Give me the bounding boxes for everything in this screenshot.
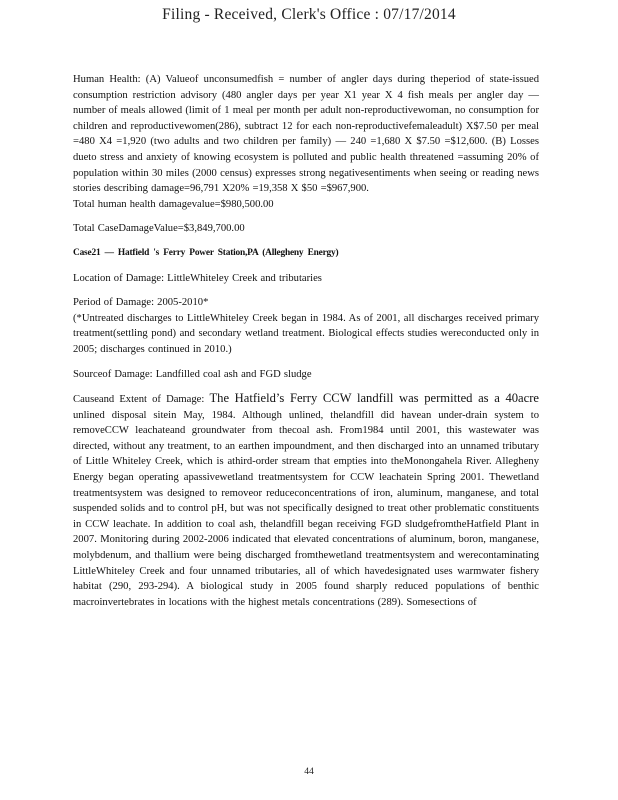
- page-number: 44: [304, 766, 314, 777]
- source-line: Sourceof Damage: Landfilled coal ash and FGD sludge: [73, 368, 312, 380]
- filing-stamp-header: Filing - Received, Clerk's Office : 07/17/2014: [162, 6, 456, 23]
- cause-lead-text: The Hatfield’s Ferry CCW landfill was permitted as a 40acre: [209, 391, 540, 406]
- total-case-damage-line: Total CaseDamageValue=$3,849,700.00: [73, 223, 245, 235]
- total-human-health-line: Total human health damagevalue=$980,500.00: [73, 198, 274, 210]
- period-note-paragraph: (*Untreated discharges to LittleWhiteley Creek began in 1984. As of 2001, all discharges received primary treatment(settling pond) and secondary wetland treatment. Biological effects studies wereconducted only in 2005; discharges continued in 2010.): [73, 312, 539, 355]
- location-line: Location of Damage: LittleWhiteley Creek and tributaries: [73, 272, 322, 284]
- document-body: [73, 72, 539, 610]
- cause-paragraph: [73, 391, 539, 610]
- case-heading: Case21 — Hatfield 's Ferry Power Station,PA (Allegheny Energy): [73, 247, 339, 258]
- cause-body-text: unlined disposal sitein May, 1984. Although unlined, thelandfill did havean under-drain system to removeCCW leachateand groundwater from thecoal ash. From1984 until 2001, this wastewater was directed, without any treatment, to an earthen impoundment, and then discharged into an unnamed tributary of Little Whiteley Creek, which is athird-order stream that empties into theMonongahela River. Allegheny Energy began operating apassivewetland treatmentsystem for CCW leachatein Spring 2001. Thewetland treatmentsystem was designed to removeor reduceconcentrations of iron, aluminum, manganese, and total suspended solids and to control pH, but was not specifically designed to treat other problematic constituents in CCW leachate. In addition to coal ash, thelandfill began receiving FGD sludgefromtheHatfield Plant in 2007. Monitoring during 2002-2006 indicated that elevated concentrations of aluminum, boron, manganese, molybdenum, and thallium were being discharged fromthewetland treatmentsystem and werecontaminating LittleWhiteley Creek and four unnamed tributaries, all of which havedesignated uses warmwater fishery habitat (290, 293-294). A biological study in 2005 found sharply reduced populations of benthic macroinvertebrates in locations with the highest metals concentrations (289). Somesections of: [73, 409, 539, 608]
- human-health-paragraph: Human Health: (A) Valueof unconsumedfish = number of angler days during theperiod of state-issued consumption restriction advisory (480 angler days per year X1 year X 4 fish meals per angler day — number of meals allowed (limit of 1 meal per month per adult non-reproductivewoman, no consumption for children and reproductivewomen(286), subtract 12 for each non-reproductivefemaleadult) X$7.50 per meal =480 X4 =1,920 (two adults and two children per family) — 240 =1,680 X $7.50 =$12,600. (B) Losses dueto stress and anxiety of knowing ecosystem is polluted and public health threatened =assuming 20% of population within 30 miles (2000 census) expresses strong negativesentiments when seeing or reading news stories describing damage=96,791 X20% =19,358 X $50 =$967,900.: [73, 74, 539, 195]
- period-line: Period of Damage: 2005-2010*: [73, 297, 209, 309]
- cause-label: Causeand Extent of Damage:: [73, 394, 210, 406]
